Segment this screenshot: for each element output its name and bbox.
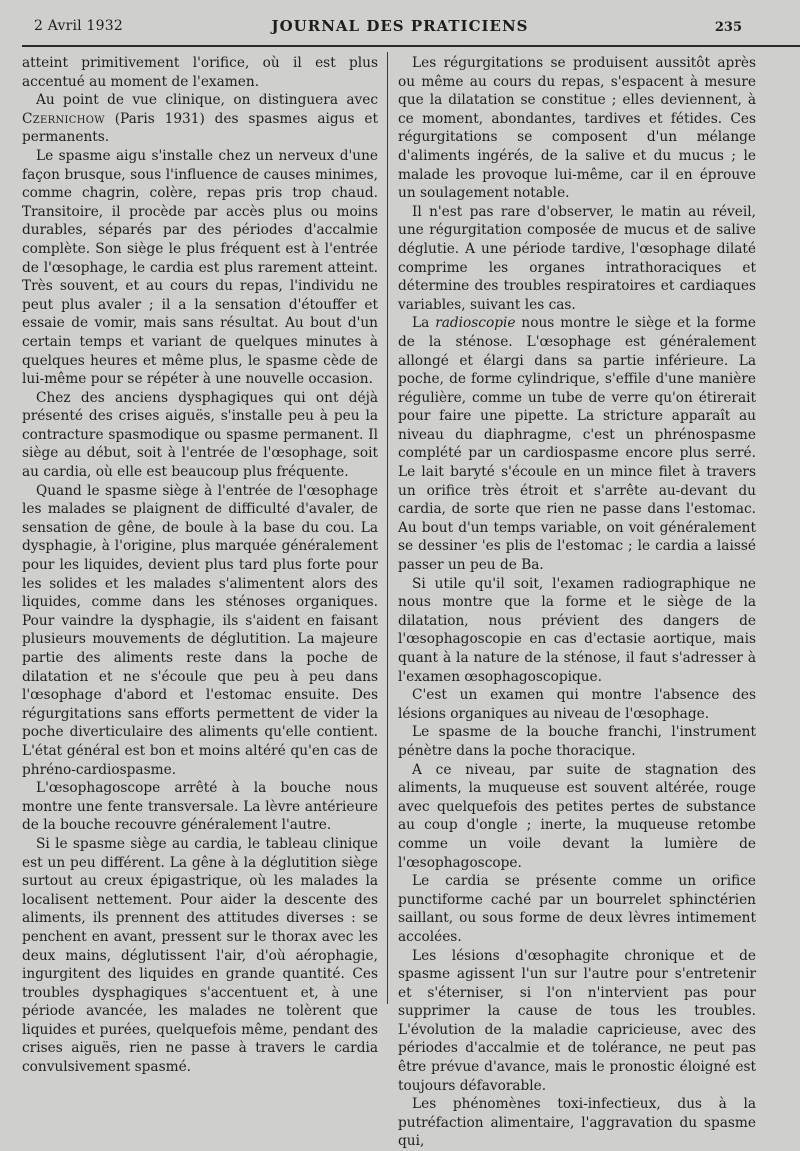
right-paragraph-3 (398, 314, 756, 574)
right-column (398, 54, 756, 1151)
left-paragraph-1: atteint primitivement l'orifice, où il est plus accentué au moment de l'examen. (22, 55, 378, 90)
header-rule (22, 45, 800, 47)
right-paragraph-5: C'est un examen qui montre l'absence des lésions organiques au niveau de l'œsophage. (398, 687, 756, 722)
right-paragraph-3-end: nous montre le siège et la forme de la sténose. L'œsophage est généralement allongé et élargi dans sa partie inférieure. La poche, de forme cylindrique, s'effile d'une manière régulière, comme un tube de verre qu'on étirerait pour faire une pipette. La stricture apparaît au niveau du diaphragme, c'est un phrénospasme complété par un cardiospasme encore plus serré. Le lait baryté s'écoule en un mince filet à travers un orifice très étroit et s'arrête au-devant du cardia, de sorte que rien ne passe dans l'estomac. Au bout d'un temps variable, on voit généralement se dessiner 'es plis de l'estomac ; le cardia a laissé passer un peu de Ba. (398, 315, 756, 574)
radioscopie-term: radioscopie (435, 315, 516, 332)
left-paragraph-3: Le spasme aigu s'installe chez un nerveux d'une façon brusque, sous l'influence de causes minimes, comme chagrin, colère, repas pris trop chaud. Transitoire, il procède par accès plus ou moins durables, séparés par des périodes d'accalmie complète. Son siège le plus fréquent est à l'entrée de l'œsophage, le cardia est plus rarement atteint. Très souvent, et au cours du repas, l'individu ne peut plus avaler ; il a la sensation d'étouffer et essaie de vomir, mais sans résultat. Au bout d'un certain temps et variant de quelques minutes à quelques heures et même plus, le spasme cède de lui-même pour se répéter à une nouvelle occasion. (22, 147, 378, 388)
right-paragraph-4: Si utile qu'il soit, l'examen radiographique ne nous montre que la forme et le siège de la dilatation, nous prévient des dangers de l'œsophagoscopie en cas d'ectasie aortique, mais quant à la nature de la sténose, il faut s'adresser à l'examen œsophagoscopique. (398, 575, 756, 685)
left-paragraph-5: Quand le spasme siège à l'entrée de l'œsophage les malades se plaignent de difficulté d'avaler, de sensation de gêne, de boule à la base du cou. La dysphagie, à l'origine, plus marquée généralement pour les liquides, devient plus tard plus forte pour les solides et les malades s'alimentent alors des liquides, comme dans les sténoses organiques. Pour vaindre la dysphagie, ils s'aident en faisant plusieurs mouvements de déglutition. La majeure partie des aliments reste dans la poche de dilatation et ne s'écoule que peu à peu dans l'œsophage d'abord et l'estomac ensuite. Des régurgitations sans efforts permettent de vider la poche diverticulaire des aliments qu'elle contient. L'état général est bon et moins altéré qu'en cas de phréno-cardiospasme. (22, 482, 378, 778)
page-header (0, 0, 800, 48)
left-paragraph-7: Si le spasme siège au cardia, le tableau clinique est un peu différent. La gêne à la déglutition siège surtout au creux épigastrique, où les malades la localisent nettement. Pour aider la descente des aliments, ils prennent des attitudes diverses : se penchent en avant, pressent sur le thorax avec les deux mains, déglutissent l'air, d'où aérophagie, ingurgitent des liquides en grande quantité. Ces troubles dysphagiques s'accentuent et, à une période avancée, les malades ne tolèrent que liquides et purées, quelquefois même, pendant des crises aiguës, rien ne passe à travers le cardia convulsivement spasmé. (22, 835, 378, 1076)
right-paragraph-7: A ce niveau, par suite de stagnation des aliments, la muqueuse est souvent altérée, rouge avec quelquefois des petites pertes de substance au coup d'ongle ; inerte, la muqueuse retombe comme un voile devant la lumière de l'œsophagoscope. (398, 761, 756, 871)
right-paragraph-2: Il n'est pas rare d'observer, le matin au réveil, une régurgitation composée de mucus et de salive déglutie. A une période tardive, l'œsophage dilaté comprime les organes intrathoraciques et détermine des troubles respiratoires et cardiaques variables, suivant les cas. (398, 203, 756, 313)
author-name: Czernichow (22, 110, 105, 127)
page-number: 235 (714, 20, 742, 35)
left-paragraph-6: L'œsophagoscope arrêté à la bouche nous montre une fente transversale. La lèvre antérieure de la bouche recouvre généralement l'autre. (22, 780, 378, 834)
right-paragraph-3-start: La (412, 315, 436, 332)
left-paragraph-2 (22, 91, 378, 147)
left-column (22, 54, 378, 1077)
right-paragraph-8: Le cardia se présente comme un orifice punctiforme caché par un bourrelet sphinctérien saillant, ou sous forme de deux lèvres intimement accolées. (398, 873, 756, 945)
left-paragraph-2-end: (Paris 1931) des spasmes aigus et permanents. (22, 110, 378, 146)
right-paragraph-10: Les phénomènes toxi-infectieux, dus à la putréfaction alimentaire, l'aggravation du spasme qui, (398, 1096, 756, 1150)
issue-date: 2 Avril 1932 (34, 18, 123, 34)
left-paragraph-4: Chez des anciens dysphagiques qui ont déjà présenté des crises aiguës, s'installe peu à peu la contracture spasmodique ou spasme permanent. Il siège au début, soit à l'entrée de l'œsophage, soit au cardia, où elle est beaucoup plus fréquente. (22, 389, 378, 481)
left-paragraph-2-start: Au point de vue clinique, on distinguera avec (36, 92, 378, 109)
right-paragraph-9: Les lésions d'œsophagite chronique et de spasme agissent l'un sur l'autre pour s'entretenir et s'éterniser, si l'on n'intervient pas pour supprimer la cause de tous les troubles. L'évolution de la maladie capricieuse, avec des périodes d'accalmie et de tolérance, ne peut pas être prévue d'avance, mais le pronostic éloigné est toujours défavorable. (398, 947, 756, 1094)
column-divider (387, 52, 388, 1004)
right-paragraph-6: Le spasme de la bouche franchi, l'instrument pénètre dans la poche thoracique. (398, 724, 756, 759)
right-paragraph-1: Les régurgitations se produisent aussitôt après ou même au cours du repas, s'espacent à mesure que la dilatation se constitue ; elles deviennent, à ce moment, abondantes, tardives et fétides. Ces régurgitations se composent d'un mélange d'aliments ingérés, de la salive et du mucus ; le malade les provoque lui-même, car il en éprouve un soulagement notable. (398, 55, 756, 202)
journal-title: JOURNAL DES PRATICIENS (271, 17, 529, 35)
